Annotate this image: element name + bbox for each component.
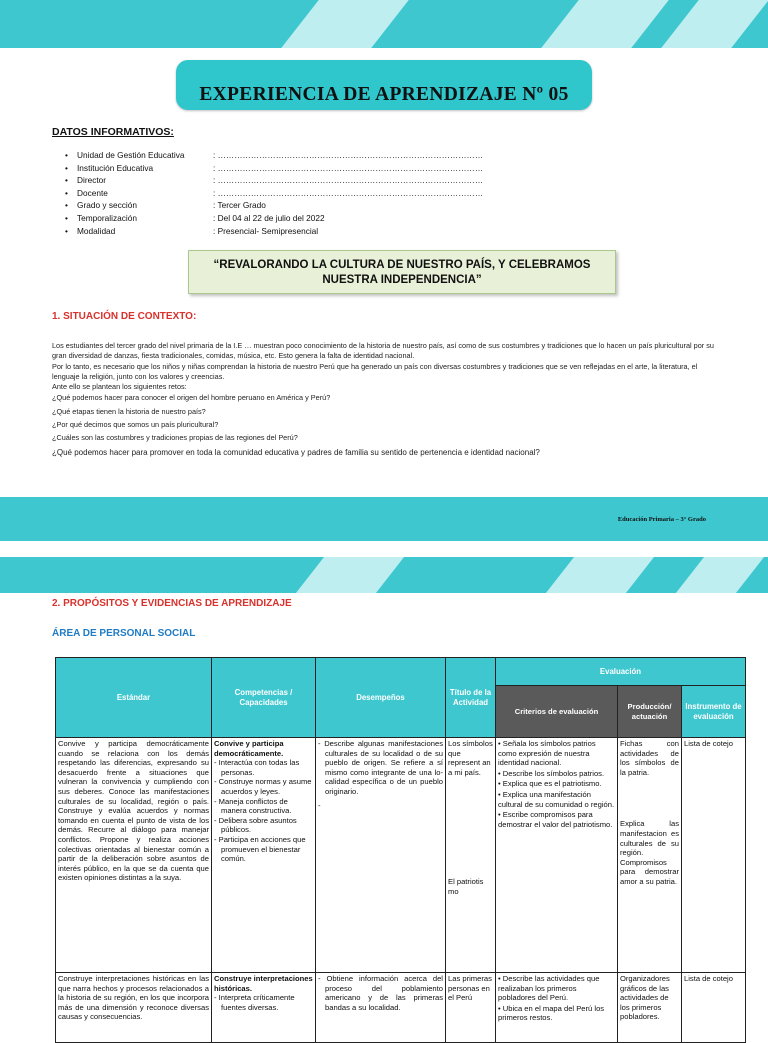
cell-estandar-2: Construye interpretaciones históricas en las que narra hechos y procesos relacionados a la historia de su región, en los que incorpora más de una dimensión y reconoce diversas causas y consecuencias. — [56, 973, 212, 1043]
cell-titulo — [446, 738, 496, 973]
info-value: : …………………………………………………………………………………… — [213, 175, 484, 186]
context-text — [52, 341, 722, 458]
capacity-item: - Maneja conflictos de manera constructiva. — [214, 796, 292, 816]
footer-text: Educación Primaria – 3° Grado — [617, 516, 706, 523]
context-paragraph: Por lo tanto, es necesario que los niños y niñas comprendan la historia de nuestro Perú que ha generado un país con diversas costumbres y tradiciones que se ven reflejadas en el arte, la literatura, el lenguaje la religión, junto con los valores y creencias. — [52, 361, 698, 381]
info-label: Modalidad — [77, 225, 116, 236]
activity-title-1: Los símbolos que represent an a mi país. — [448, 739, 493, 777]
info-label: Institución Educativa — [77, 162, 154, 173]
info-value: : …………………………………………………………………………………… — [213, 162, 484, 173]
capacity-item: - Participa en acciones que promueven el bienestar común. — [214, 834, 306, 864]
info-value: : Del 04 al 22 de julio del 2022 — [213, 213, 325, 223]
bullet-icon: • — [65, 225, 68, 236]
context-paragraph: Ante ello se plantean los siguientes retos: — [52, 382, 187, 392]
header-competencias: Competencias / Capacidades — [212, 658, 316, 738]
info-label: Temporalización — [77, 213, 137, 223]
info-value: : …………………………………………………………………………………… — [213, 187, 484, 198]
title-box — [176, 60, 592, 110]
bullet-icon: • — [65, 150, 68, 160]
cell-titulo-2: Las primeras personas en el Perú — [446, 973, 496, 1043]
criterion-item: • Explica que es el patriotismo. — [498, 779, 602, 789]
context-question: ¿Por qué decimos que somos un país pluricultural? — [52, 420, 219, 430]
desempeno-text: Describe algunas manifestaciones culturales de su localidad o de su pueblo de origen. Se refiere a sí mismo como integrante de una lo-calidad específica o de un pueblo originario. — [324, 739, 443, 796]
cell-criterios — [496, 738, 618, 973]
cell-instrumento-2: Lista de cotejo — [682, 973, 746, 1043]
page2-top-banner — [0, 557, 768, 593]
capacity-item: - Interactúa con todas las personas. — [214, 758, 300, 777]
section-1-heading: 1. SITUACIÓN DE CONTEXTO: — [52, 311, 197, 322]
activity-title-2: El patriotis mo — [448, 877, 484, 896]
header-criterios: Criterios de evaluación — [496, 686, 618, 738]
page-title: EXPERIENCIA DE APRENDIZAJE Nº 05 — [199, 84, 569, 105]
context-paragraph: Los estudiantes del tercer grado del nivel primaria de la I.E … muestran poco conocimiento de la historia de nuestro país, así como de sus costumbres y tradiciones que lo hacen un país pluricultural por su gran diversidad de danzas, fiesta tradicionales, comidas, música, etc. Esto genera la falta de identidad nacional. — [52, 341, 714, 361]
purposes-table — [55, 657, 746, 1043]
top-banner — [0, 0, 768, 48]
info-label: Director — [77, 175, 107, 186]
cell-desempeno-2: - Obtiene información acerca del proceso del poblamiento americano y de las primeras bandas a su localidad. — [316, 973, 446, 1043]
info-value: : …………………………………………………………………………………… — [213, 150, 484, 160]
header-instrumento: Instrumento de evaluación — [682, 686, 746, 738]
info-label: Docente — [77, 187, 108, 198]
quote-line-2: NUESTRA INDEPENDENCIA” — [322, 274, 482, 286]
datos-informativos-heading: DATOS INFORMATIVOS: — [52, 126, 174, 138]
experience-name-box — [188, 250, 616, 294]
cell-desempeno: - Describe algunas manifestaciones culturales de su localidad o de su pueblo de origen. Se refiere a sí mismo como integrante de una lo-calidad específica o de un pueblo originario. - — [316, 738, 446, 973]
competence-title-2: Construye interpretaciones históricas. — [214, 974, 313, 993]
header-titulo: Título de la Actividad — [446, 658, 496, 738]
criterion-item: • Describe las actividades que realizaban los primeros pobladores del Perú. — [498, 974, 600, 1003]
bullet-icon: • — [65, 162, 68, 173]
criterion-item: • Describe los símbolos patrios. — [498, 768, 605, 778]
info-value: : Tercer Grado — [213, 200, 266, 211]
capacity-item: - Delibera sobre asuntos públicos. — [214, 815, 297, 835]
cell-criterios-2 — [496, 973, 618, 1043]
cell-competencias — [212, 738, 316, 973]
bullet-icon: • — [65, 175, 68, 186]
criterion-item: • Escribe compromisos para demostrar el valor del patriotismo. — [498, 810, 613, 829]
cell-competencias-2 — [212, 973, 316, 1043]
cell-produccion — [618, 738, 682, 973]
header-desempenos: Desempeños — [316, 658, 446, 738]
bullet-icon: • — [65, 187, 68, 198]
header-estandar: Estándar — [56, 658, 212, 738]
cell-produccion-2: Organizadores gráficos de las actividades de los primeros pobladores. — [618, 973, 682, 1043]
bullet-icon: • — [65, 200, 68, 211]
context-question: ¿Cuáles son las costumbres y tradiciones propias de las regiones del Perú? — [52, 433, 298, 443]
cell-instrumento: Lista de cotejo — [682, 738, 746, 973]
criterion-item: • Explica una manifestación cultural de su comunidad o región. — [498, 789, 615, 809]
capacity-item: - Construye normas y asume acuerdos y leyes. — [214, 777, 312, 796]
header-produccion: Producción/ actuación — [618, 686, 682, 738]
criterion-item: • Señala los símbolos patrios como expresión de nuestra identidad nacional. — [498, 739, 596, 768]
info-value: : Presencial- Semipresencial — [213, 225, 319, 236]
desempeno-text-2: Obtiene información acerca del proceso del poblamiento americano y de las primeras bandas a su localidad. — [325, 974, 443, 1012]
context-question: ¿Qué etapas tienen la historia de nuestro país? — [52, 406, 206, 416]
cell-estandar: Convive y participa democráticamente cuando se relaciona con los demás respetando las diferencias, expresando su desacuerdo frente a situaciones que vulneran la convivencia y cumpliendo con sus deberes. Conoce las manifestaciones culturales de su localidad, región o país. Construye y evalúa acuerdos y normas tomando en cuenta el punto de vista de los demás. Recurre al diálogo para manejar conflictos. Propone y realiza acciones colectivas orientadas al bienestar común a partir de la deliberación sobre asuntos de interés público, en la que se da cuenta que existen opiniones distintas a la suya. — [56, 738, 212, 973]
area-heading: ÁREA DE PERSONAL SOCIAL — [52, 628, 196, 639]
production-1: Fichas con actividades de los símbolos de la patria. — [620, 739, 679, 777]
bullet-icon: • — [65, 213, 68, 223]
context-question: ¿Qué podemos hacer para conocer el origen del hombre peruano en América y Perú? — [52, 393, 331, 403]
context-question: ¿Qué podemos hacer para promover en toda la comunidad educativa y padres de familia su sentido de pertenencia e identidad nacional? — [52, 447, 540, 457]
competence-title: Convive y participa democráticamente. — [214, 739, 284, 758]
section-2-heading: 2. PROPÓSITOS Y EVIDENCIAS DE APRENDIZAJE — [52, 598, 292, 609]
info-label: Unidad de Gestión Educativa — [77, 150, 185, 160]
info-label: Grado y sección — [77, 200, 137, 211]
capacity-item: - Interpreta críticamente fuentes diversas. — [214, 993, 295, 1012]
production-2: Explica las manifestacion es culturales de su región. Compromisos para demostrar amor a su patria. — [620, 819, 679, 886]
header-evaluacion: Evaluación — [496, 658, 746, 686]
criterion-item: • Ubica en el mapa del Perú los primeros restos. — [498, 1003, 605, 1023]
quote-line-1: “REVALORANDO LA CULTURA DE NUESTRO PAÍS, Y CELEBRAMOS — [213, 259, 591, 271]
